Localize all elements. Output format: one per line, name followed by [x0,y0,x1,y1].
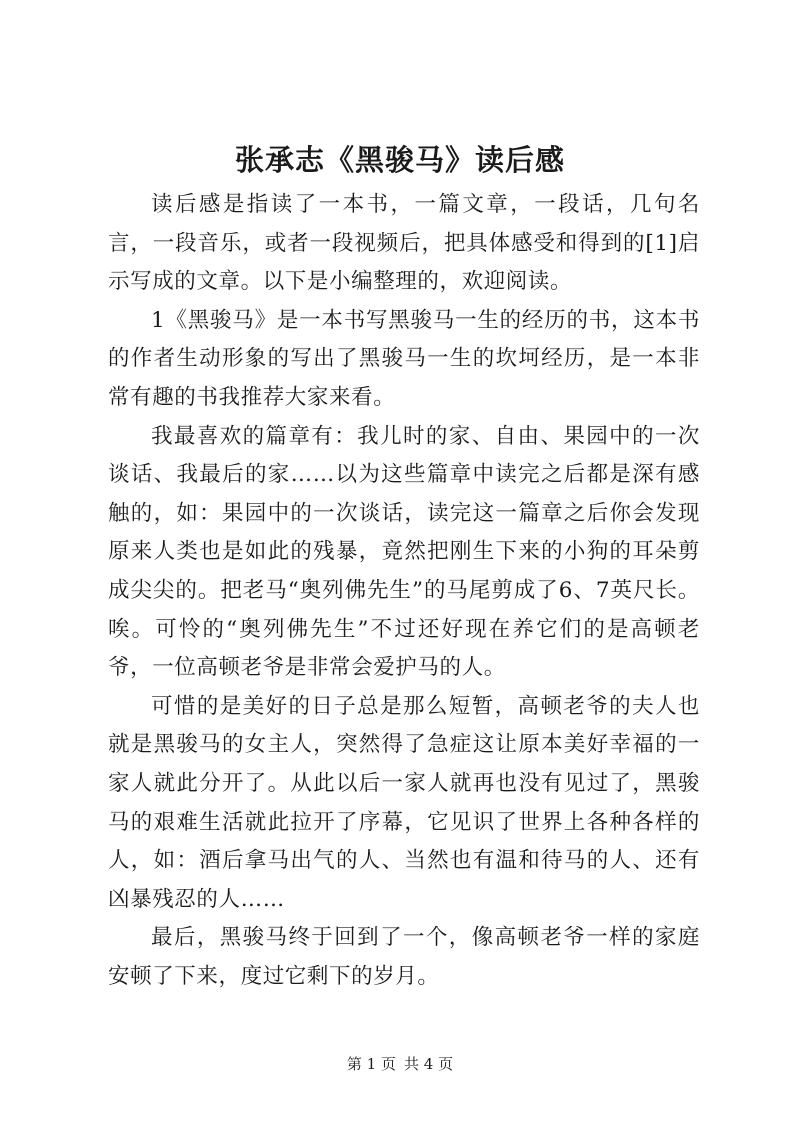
document-body [108,186,700,996]
paragraph-1: 读后感是指读了一本书，一篇文章，一段话，几句名言，一段音乐，或者一段视频后，把具体感受和得到的[1]启示写成的文章。以下是小编整理的，欢迎阅读。 [108,192,700,295]
paragraph-2: 1《黑骏马》是一本书写黑骏马一生的经历的书，这本书的作者生动形象的写出了黑骏马一生的坎坷经历，是一本非常有趣的书我推荐大家来看。 [108,307,700,410]
total-pages: 共 4 页 [404,1055,454,1073]
document-title: 张承志《黑骏马》读后感 [234,143,565,177]
page-number: 第 1 页 [346,1055,396,1073]
paragraph-3: 我最喜欢的篇章有：我儿时的家、自由、果园中的一次谈话、我最后的家……以为这些篇章中读完之后都是深有感触的，如：果园中的一次谈话，读完这一篇章之后你会发现原来人类也是如此的残暴，竟然把刚生下来的小狗的耳朵剪成尖尖的。把老马“奥列佛先生”的马尾剪成了6、7英尺长。唉。可怜的“奥列佛先生”不过还好现在养它们的是高顿老爷，一位高顿老爷是非常会爱护马的人。 [108,423,700,681]
paragraph-5: 最后，黑骏马终于回到了一个，像高顿老爷一样的家庭安顿了下来，度过它剩下的岁月。 [108,925,700,989]
paragraph-4: 可惜的是美好的日子总是那么短暂，高顿老爷的夫人也就是黑骏马的女主人，突然得了急症这让原本美好幸福的一家人就此分开了。从此以后一家人就再也没有见过了，黑骏马的艰难生活就此拉开了序幕，它见识了世界上各种各样的人，如：酒后拿马出气的人、当然也有温和待马的人、还有凶暴残忍的人…… [108,693,700,912]
page-footer [0,1054,800,1074]
